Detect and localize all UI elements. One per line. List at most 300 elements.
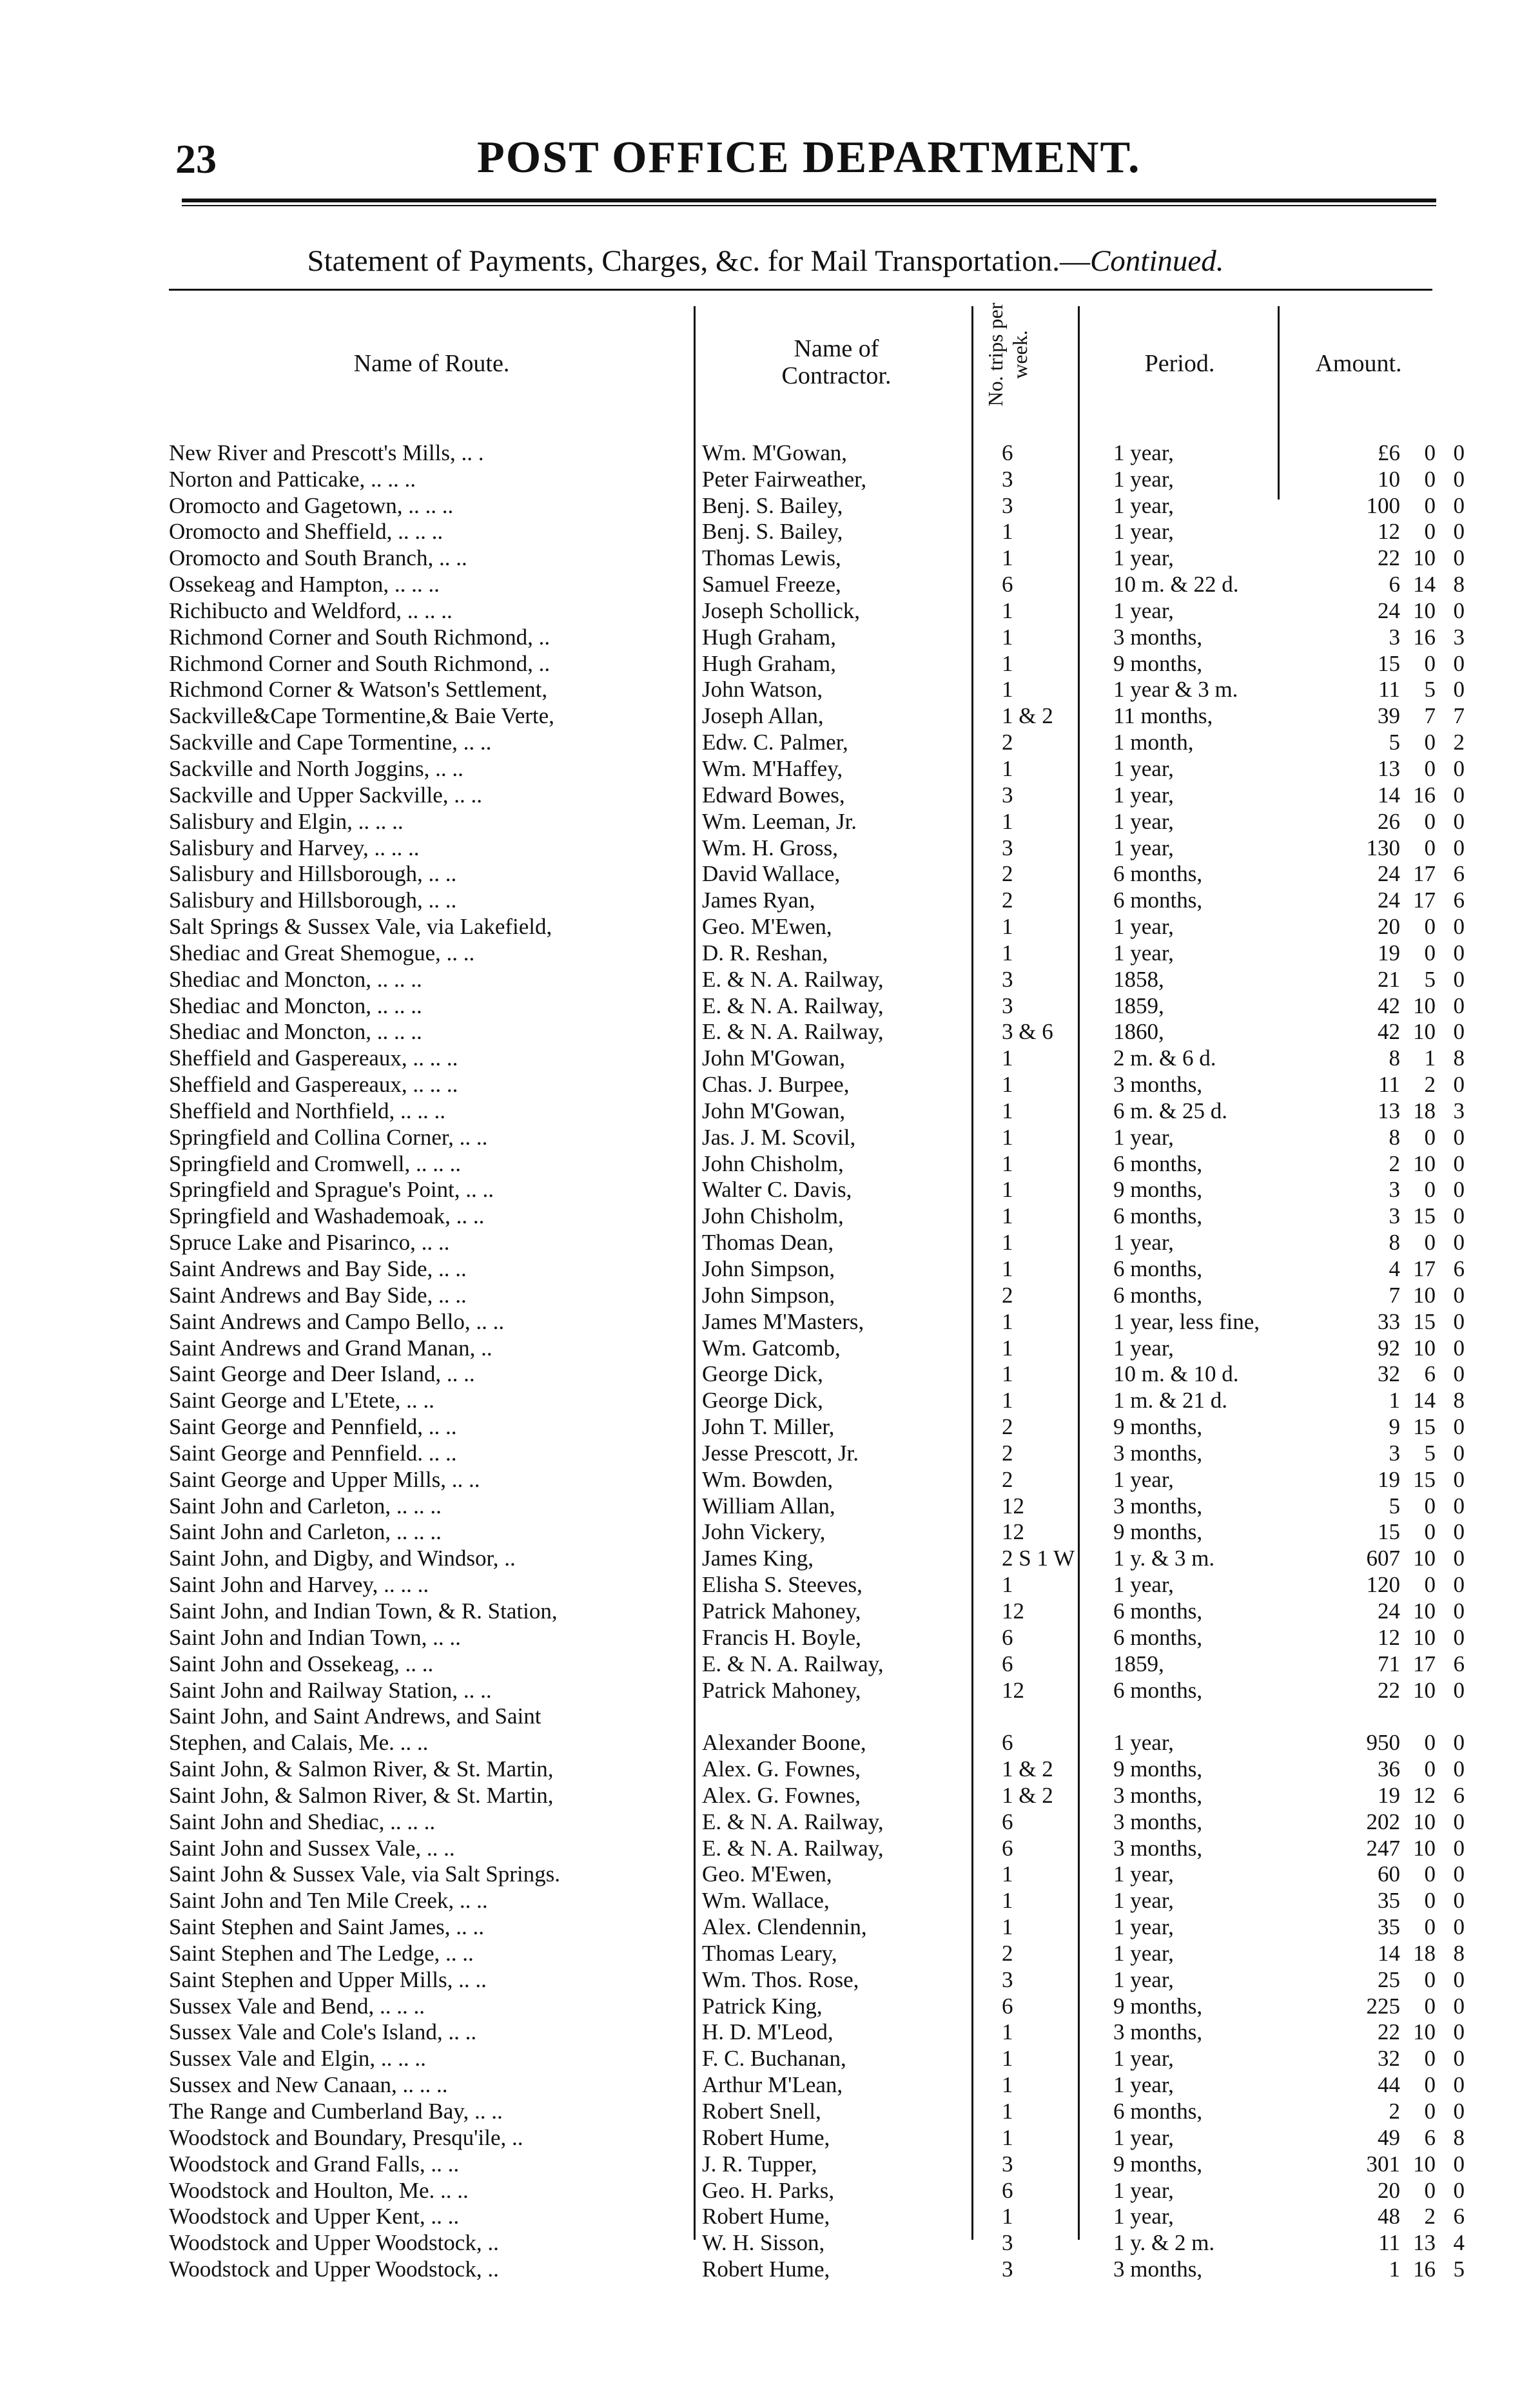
- period-cell: 1 year,: [1113, 1124, 1174, 1150]
- amount-cell: [1307, 1387, 1465, 1413]
- trips-cell: 12: [1002, 1598, 1024, 1624]
- table-row: [169, 1940, 1465, 1966]
- amount-pence: 0: [1453, 1282, 1465, 1308]
- trips-cell: 1: [1002, 1861, 1013, 1887]
- amount-pounds: 25: [1378, 1966, 1400, 1992]
- amount-pounds: 36: [1378, 1756, 1400, 1782]
- amount-pence: 2: [1453, 730, 1465, 755]
- table-row: [169, 1045, 1465, 1071]
- route-cell: Woodstock and Boundary, Presqu'ile, ..: [169, 2124, 523, 2150]
- amount-shillings: 6: [1424, 1361, 1436, 1387]
- amount-pence: 0: [1453, 1598, 1465, 1624]
- amount-group: [1307, 1994, 1465, 2019]
- contractor-cell: George Dick,: [702, 1361, 823, 1387]
- period-cell: 1 year,: [1113, 597, 1174, 623]
- table-row: [169, 1756, 1465, 1782]
- amount-shillings: 10: [1413, 597, 1436, 623]
- amount-shillings: 17: [1413, 1651, 1436, 1676]
- amount-pounds: £6: [1378, 440, 1400, 465]
- contractor-cell: W. H. Sisson,: [702, 2230, 825, 2256]
- trips-cell: 3: [1002, 2230, 1013, 2256]
- amount-group: [1307, 967, 1465, 993]
- amount-pounds: 32: [1378, 1361, 1400, 1387]
- period-cell: 6 m. & 25 d.: [1113, 1098, 1227, 1123]
- amount-group: [1307, 572, 1465, 597]
- amount-group: [1307, 914, 1465, 940]
- amount-pounds: 71: [1378, 1651, 1400, 1676]
- amount-group: [1307, 1493, 1465, 1519]
- amount-cell: [1307, 1282, 1465, 1308]
- period-cell: 1 year,: [1113, 782, 1174, 808]
- period-cell: 1859,: [1113, 993, 1164, 1018]
- amount-pounds: 42: [1378, 993, 1400, 1018]
- route-cell: Richmond Corner and South Richmond, ..: [169, 650, 551, 676]
- amount-pounds: 44: [1378, 2072, 1400, 2098]
- amount-pence: 8: [1453, 2124, 1465, 2150]
- amount-group: [1307, 1572, 1465, 1598]
- amount-cell: [1307, 677, 1465, 703]
- period-cell: 1 year,: [1113, 755, 1174, 781]
- amount-shillings: 0: [1424, 1124, 1436, 1150]
- amount-pounds: 13: [1378, 755, 1400, 781]
- table-row: [169, 677, 1465, 703]
- amount-pounds: 3: [1389, 1177, 1400, 1203]
- table-row: [169, 1624, 1465, 1651]
- amount-cell: [1307, 1229, 1465, 1256]
- period-cell: 9 months,: [1113, 2151, 1203, 2177]
- amount-pounds: 1: [1389, 1388, 1400, 1413]
- table-row: [169, 1151, 1465, 1177]
- amount-shillings: 10: [1413, 1677, 1436, 1703]
- amount-pounds: 35: [1378, 1914, 1400, 1940]
- route-cell: Oromocto and South Branch, .. ..: [169, 545, 467, 571]
- amount-cell: [1307, 1256, 1465, 1282]
- amount-shillings: 10: [1413, 1019, 1436, 1045]
- trips-cell: 3: [1002, 782, 1013, 808]
- amount-pounds: 32: [1378, 2046, 1400, 2072]
- trips-cell: 1: [1002, 1045, 1013, 1071]
- amount-cell: [1307, 440, 1465, 466]
- amount-pence: 0: [1453, 1861, 1465, 1887]
- period-cell: 1 year, less fine,: [1113, 1308, 1260, 1334]
- table-row: [169, 2072, 1465, 2098]
- period-cell: 1 year,: [1113, 1966, 1174, 1992]
- amount-pence: 0: [1453, 2046, 1465, 2072]
- contractor-cell: Peter Fairweather,: [702, 466, 867, 492]
- contractor-cell: Patrick Mahoney,: [702, 1677, 861, 1703]
- table-row: [169, 1571, 1465, 1598]
- amount-cell: [1307, 519, 1465, 545]
- contractor-cell: Alexander Boone,: [702, 1730, 866, 1756]
- contractor-cell: Walter C. Davis,: [702, 1177, 852, 1203]
- period-cell: 1 year,: [1113, 2204, 1174, 2229]
- amount-group: [1307, 1678, 1465, 1704]
- amount-pounds: 1: [1389, 2257, 1400, 2282]
- trips-cell: 2: [1002, 1440, 1013, 1466]
- table-row: [169, 1361, 1465, 1388]
- period-cell: 1 year,: [1113, 466, 1174, 492]
- period-cell: 6 months,: [1113, 1677, 1203, 1703]
- table-row: [169, 1729, 1465, 1756]
- period-cell: 1 year,: [1113, 1572, 1174, 1598]
- amount-pounds: 120: [1366, 1572, 1400, 1598]
- amount-group: [1307, 730, 1465, 755]
- table-row: [169, 1835, 1465, 1861]
- table-row: [169, 2151, 1465, 2177]
- route-cell: Oromocto and Gagetown, .. .. ..: [169, 492, 454, 518]
- trips-cell: 1: [1002, 1256, 1013, 1281]
- amount-pounds: 48: [1378, 2204, 1400, 2229]
- amount-group: [1307, 1045, 1465, 1071]
- route-cell: Saint John, & Salmon River, & St. Martin,: [169, 1756, 554, 1782]
- amount-group: [1307, 888, 1465, 913]
- amount-pence: 0: [1453, 677, 1465, 703]
- table-row: [169, 466, 1465, 492]
- route-cell: Sheffield and Gaspereaux, .. .. ..: [169, 1072, 458, 1098]
- amount-shillings: 0: [1424, 1914, 1436, 1940]
- amount-shillings: 0: [1424, 1966, 1436, 1992]
- trips-cell: 1: [1002, 2046, 1013, 2072]
- contractor-cell: Wm. M'Gowan,: [702, 440, 848, 465]
- table-row: [169, 940, 1465, 966]
- route-cell: Springfield and Cromwell, .. .. ..: [169, 1151, 462, 1176]
- trips-cell: 1: [1002, 1914, 1013, 1940]
- amount-pence: 0: [1453, 1124, 1465, 1150]
- route-cell: Sackville and North Joggins, .. ..: [169, 755, 463, 781]
- contractor-cell: John M'Gowan,: [702, 1045, 846, 1071]
- amount-pence: 0: [1453, 1440, 1465, 1466]
- amount-pounds: 950: [1366, 1730, 1400, 1756]
- amount-group: [1307, 1309, 1465, 1335]
- table-row: [169, 1914, 1465, 1940]
- amount-group: [1307, 861, 1465, 887]
- period-cell: 2 m. & 6 d.: [1113, 1045, 1216, 1071]
- amount-cell: [1307, 808, 1465, 835]
- amount-pence: 0: [1453, 966, 1465, 992]
- trips-cell: 1: [1002, 2019, 1013, 2045]
- amount-cell: [1307, 1098, 1465, 1124]
- contractor-cell: James Ryan,: [702, 888, 815, 913]
- period-cell: 6 months,: [1113, 2099, 1203, 2124]
- amount-shillings: 15: [1413, 1203, 1436, 1229]
- table-row: [169, 2019, 1465, 2046]
- amount-group: [1307, 1914, 1465, 1940]
- period-cell: 3 months,: [1113, 2019, 1203, 2045]
- table-row: [169, 703, 1465, 729]
- period-cell: 6 months,: [1113, 1282, 1203, 1308]
- trips-cell: [982, 1704, 1108, 1730]
- table-row: [169, 1651, 1465, 1677]
- amount-group: [1307, 2125, 1465, 2151]
- contractor-cell: Edward Bowes,: [702, 782, 845, 808]
- trips-cell: 6: [1002, 2177, 1013, 2203]
- amount-pounds: 7: [1389, 1282, 1400, 1308]
- period-cell: 11 months,: [1113, 703, 1213, 729]
- trips-cell: 3: [1002, 835, 1013, 860]
- amount-pence: 0: [1453, 1756, 1465, 1782]
- trips-cell: 1: [1002, 755, 1013, 781]
- trips-cell: 1: [1002, 1203, 1013, 1229]
- route-cell: Saint Andrews and Bay Side, .. ..: [169, 1282, 467, 1308]
- amount-cell: [1307, 466, 1465, 492]
- amount-pounds: 5: [1389, 1493, 1400, 1519]
- trips-cell: 2: [1002, 1414, 1013, 1440]
- table-row: [169, 755, 1465, 782]
- contractor-cell: Robert Hume,: [702, 2257, 830, 2282]
- amount-pence: 0: [1453, 782, 1465, 808]
- period-cell: 1 month,: [1113, 730, 1194, 755]
- table-row: [169, 993, 1465, 1019]
- amount-group: [1307, 1177, 1465, 1203]
- contractor-cell: John Simpson,: [702, 1256, 835, 1281]
- amount-cell: [1307, 1308, 1465, 1335]
- amount-pence: 0: [1453, 650, 1465, 676]
- header-trips-text: No. trips per week.: [984, 302, 1031, 407]
- period-cell: 3 months,: [1113, 1493, 1203, 1519]
- amount-shillings: 0: [1424, 1572, 1436, 1598]
- route-cell: Woodstock and Upper Woodstock, ..: [169, 2257, 499, 2282]
- route-cell: Sackville and Upper Sackville, .. ..: [169, 782, 482, 808]
- amount-pence: 6: [1453, 1651, 1465, 1676]
- trips-cell: 6: [1002, 1809, 1013, 1834]
- page-number: 23: [175, 136, 217, 182]
- amount-pence: 4: [1453, 2230, 1465, 2256]
- amount-shillings: 15: [1413, 1466, 1436, 1492]
- amount-pence: 0: [1453, 755, 1465, 781]
- trips-cell: 2: [1002, 1282, 1013, 1308]
- period-cell: 1 year,: [1113, 1940, 1174, 1966]
- header-route: Name of Route.: [353, 350, 510, 377]
- trips-cell: 1: [1002, 2204, 1013, 2229]
- period-cell: 3 months,: [1113, 1809, 1203, 1834]
- trips-cell: 1: [1002, 1151, 1013, 1176]
- amount-shillings: 7: [1424, 703, 1436, 729]
- amount-group: [1307, 1625, 1465, 1651]
- amount-shillings: 2: [1424, 1072, 1436, 1098]
- table-row: [169, 1545, 1465, 1571]
- contractor-cell: David Wallace,: [702, 861, 841, 887]
- table-row: [169, 835, 1465, 861]
- amount-pounds: 19: [1378, 1782, 1400, 1808]
- amount-shillings: 17: [1413, 861, 1436, 887]
- contractor-cell: E. & N. A. Railway,: [702, 1651, 884, 1676]
- period-cell: 9 months,: [1113, 1993, 1203, 2019]
- amount-pounds: 24: [1378, 1598, 1400, 1624]
- amount-cell: [1307, 1887, 1465, 1914]
- amount-pence: 6: [1453, 2204, 1465, 2229]
- trips-cell: 1: [1002, 597, 1013, 623]
- contractor-cell: Arthur M'Lean,: [702, 2072, 843, 2098]
- route-cell: Saint John, and Indian Town, & R. Station,: [169, 1598, 558, 1624]
- amount-shillings: 0: [1424, 755, 1436, 781]
- amount-cell: [1307, 1729, 1465, 1756]
- table-row: [169, 1782, 1465, 1809]
- amount-group: [1307, 467, 1465, 492]
- amount-pounds: 24: [1378, 597, 1400, 623]
- amount-cell: [1307, 1993, 1465, 2019]
- amount-pence: 0: [1453, 1519, 1465, 1545]
- amount-cell: [1307, 2256, 1465, 2282]
- amount-group: [1307, 782, 1465, 808]
- trips-cell: 6: [1002, 1651, 1013, 1676]
- contractor-cell: John T. Miller,: [702, 1414, 835, 1440]
- table-row: [169, 1203, 1465, 1229]
- amount-shillings: 10: [1413, 1546, 1436, 1571]
- amount-shillings: 0: [1424, 2046, 1436, 2072]
- table-row: [169, 1466, 1465, 1493]
- route-cell: Woodstock and Grand Falls, .. ..: [169, 2151, 460, 2177]
- amount-pence: 8: [1453, 1940, 1465, 1966]
- table-row: [169, 519, 1465, 545]
- trips-cell: 3: [1002, 1966, 1013, 1992]
- trips-cell: 1: [1002, 519, 1013, 545]
- route-cell: Saint Stephen and The Ledge, .. ..: [169, 1940, 474, 1966]
- amount-cell: [1307, 1861, 1465, 1888]
- trips-cell: 3: [1002, 466, 1013, 492]
- amount-group: [1307, 1072, 1465, 1098]
- trips-cell: 3: [1002, 2257, 1013, 2282]
- table-row: [169, 597, 1465, 624]
- route-cell: Woodstock and Upper Woodstock, ..: [169, 2230, 499, 2256]
- table-row: [169, 782, 1465, 808]
- amount-group: [1307, 1651, 1465, 1677]
- amount-shillings: 16: [1413, 624, 1436, 650]
- amount-cell: [1307, 624, 1465, 650]
- amount-pence: 0: [1453, 1361, 1465, 1387]
- amount-shillings: 0: [1424, 519, 1436, 545]
- contractor-cell: Thomas Lewis,: [702, 545, 841, 571]
- amount-cell: [1307, 2124, 1465, 2151]
- trips-cell: 1: [1002, 2124, 1013, 2150]
- contractor-cell: Hugh Graham,: [702, 650, 837, 676]
- table-row: [169, 1387, 1465, 1413]
- contractor-cell: John Simpson,: [702, 1282, 835, 1308]
- route-cell: Saint George and L'Etete, .. ..: [169, 1388, 434, 1413]
- period-cell: 1 year,: [1113, 914, 1174, 940]
- amount-cell: [1307, 1124, 1465, 1151]
- contractor-cell: F. C. Buchanan,: [702, 2046, 846, 2072]
- table-row: [169, 808, 1465, 835]
- amount-shillings: 0: [1424, 808, 1436, 834]
- period-cell: 1 year,: [1113, 1861, 1174, 1887]
- trips-cell: 1 & 2: [1002, 1782, 1053, 1808]
- amount-cell: [1307, 2177, 1465, 2204]
- amount-pence: 0: [1453, 597, 1465, 623]
- amount-group: [1307, 1967, 1465, 1993]
- amount-pounds: 35: [1378, 1888, 1400, 1914]
- contractor-cell: Robert Hume,: [702, 2204, 830, 2229]
- contractor-cell: Patrick Mahoney,: [702, 1598, 861, 1624]
- trips-cell: 1: [1002, 1308, 1013, 1334]
- amount-pounds: 21: [1378, 966, 1400, 992]
- table-row: [169, 1598, 1465, 1624]
- amount-cell: [1307, 2098, 1465, 2124]
- amount-shillings: 10: [1413, 1335, 1436, 1361]
- period-cell: 3 months,: [1113, 1072, 1203, 1098]
- contractor-cell: E. & N. A. Railway,: [702, 966, 884, 992]
- contractor-cell: William Allan,: [702, 1493, 835, 1519]
- amount-cell: [1307, 1835, 1465, 1861]
- amount-cell: [1307, 1466, 1465, 1493]
- amount-shillings: 0: [1424, 1230, 1436, 1256]
- contractor-cell: Wm. M'Haffey,: [702, 755, 843, 781]
- table-row: [169, 1677, 1465, 1704]
- route-cell: Salisbury and Hillsborough, .. ..: [169, 861, 457, 887]
- trips-cell: 3: [1002, 492, 1013, 518]
- amount-group: [1307, 2151, 1465, 2177]
- contractor-cell: Elisha S. Steeves,: [702, 1572, 863, 1598]
- amount-cell: [1307, 1756, 1465, 1782]
- amount-pence: 0: [1453, 1677, 1465, 1703]
- amount-group: [1307, 1519, 1465, 1545]
- trips-cell: 1: [1002, 1335, 1013, 1361]
- contractor-cell: D. R. Reshan,: [702, 940, 828, 966]
- amount-pounds: 22: [1378, 2019, 1400, 2045]
- contractor-cell: E. & N. A. Railway,: [702, 1019, 884, 1045]
- period-cell: 6 months,: [1113, 888, 1203, 913]
- route-cell: Springfield and Sprague's Point, .. ..: [169, 1177, 494, 1203]
- trips-cell: 3: [1002, 2151, 1013, 2177]
- route-cell: Richmond Corner & Watson's Settlement,: [169, 677, 548, 703]
- table-row: [169, 1229, 1465, 1256]
- amount-shillings: 18: [1413, 1098, 1436, 1123]
- period-cell: 10 m. & 10 d.: [1113, 1361, 1239, 1387]
- route-cell: Springfield and Washademoak, .. ..: [169, 1203, 485, 1229]
- contractor-cell: Joseph Schollick,: [702, 597, 860, 623]
- amount-group: [1307, 651, 1465, 677]
- amount-shillings: 17: [1413, 888, 1436, 913]
- amount-cell: [1307, 2151, 1465, 2177]
- amount-pounds: 607: [1366, 1546, 1400, 1571]
- period-cell: 1 year,: [1113, 440, 1174, 465]
- trips-cell: 6: [1002, 572, 1013, 597]
- route-cell: Saint John and Sussex Vale, .. ..: [169, 1835, 455, 1861]
- amount-pence: 0: [1453, 1177, 1465, 1203]
- amount-shillings: 0: [1424, 1493, 1436, 1519]
- period-cell: 1 year,: [1113, 1730, 1174, 1756]
- amount-cell: [1307, 861, 1465, 888]
- amount-pence: 6: [1453, 1256, 1465, 1281]
- amount-group: [1307, 2099, 1465, 2124]
- amount-pence: 0: [1453, 1572, 1465, 1598]
- route-cell: Saint George and Pennfield, .. ..: [169, 1414, 457, 1440]
- amount-shillings: 2: [1424, 2204, 1436, 2229]
- amount-pence: 0: [1453, 1414, 1465, 1440]
- amount-cell: [1307, 835, 1465, 861]
- period-cell: 1 year,: [1113, 545, 1174, 571]
- period-cell: 1 year,: [1113, 2124, 1174, 2150]
- amount-pounds: 39: [1378, 703, 1400, 729]
- period-cell: 1858,: [1113, 966, 1164, 992]
- contractor-cell: E. & N. A. Railway,: [702, 993, 884, 1018]
- period-cell: 3 months,: [1113, 1782, 1203, 1808]
- header-amount: Amount.: [1315, 350, 1402, 377]
- amount-shillings: 0: [1424, 2099, 1436, 2124]
- amount-group: [1307, 2257, 1465, 2282]
- amount-pounds: 5: [1389, 730, 1400, 755]
- amount-cell: [1307, 1045, 1465, 1071]
- trips-cell: 1: [1002, 1072, 1013, 1098]
- amount-pence: 0: [1453, 492, 1465, 518]
- contractor-cell: [694, 1704, 982, 1730]
- table-row: [169, 2124, 1465, 2151]
- amount-cell: [1307, 1677, 1465, 1704]
- period-cell: 1 year,: [1113, 1914, 1174, 1940]
- amount-cell: [1307, 1651, 1465, 1677]
- table-row: [169, 2045, 1465, 2072]
- amount-pence: 0: [1453, 1072, 1465, 1098]
- amount-group: [1307, 1783, 1465, 1809]
